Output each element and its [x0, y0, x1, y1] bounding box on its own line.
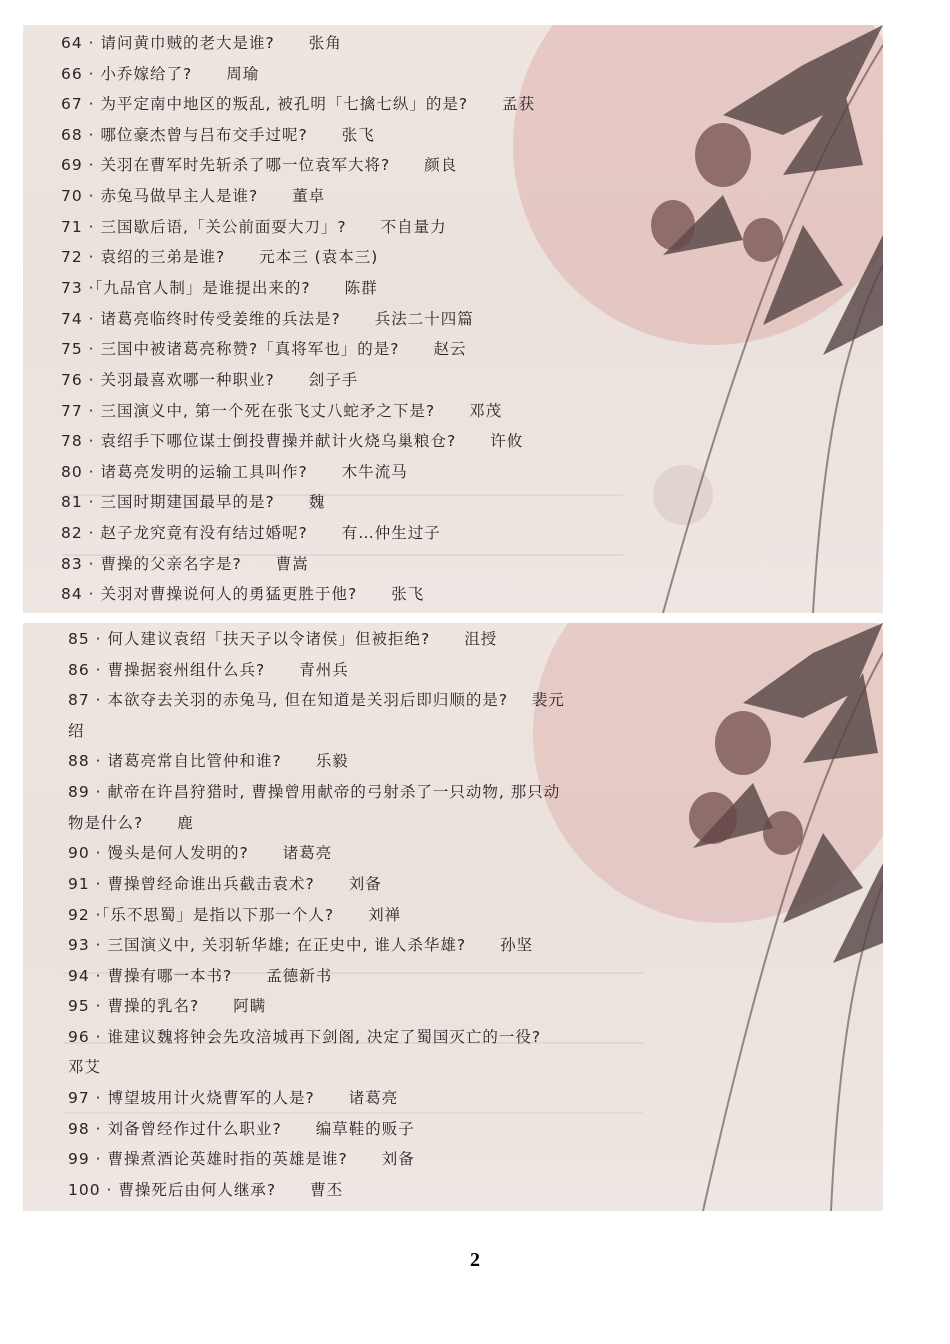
- qa-86: 86 · 曹操据衮州组什么兵? 青州兵: [68, 661, 349, 679]
- qa-94: 94 · 曹操有哪一本书? 孟德新书: [68, 967, 333, 985]
- qa-68: 68 · 哪位豪杰曾与吕布交手过呢? 张飞: [61, 126, 375, 144]
- quiz-image-panel-2: [23, 623, 883, 1211]
- qa-69: 69 · 关羽在曹军时先斩杀了哪一位袁军大将? 颜良: [61, 156, 458, 174]
- quiz-image-panel-1: [23, 25, 883, 613]
- qa-97: 97 · 博望坡用计火烧曹军的人是? 诸葛亮: [68, 1089, 399, 1107]
- qa-83: 83 · 曹操的父亲名字是? 曹嵩: [61, 555, 309, 573]
- qa-87-line2: 绍: [68, 722, 85, 740]
- qa-72: 72 · 袁绍的三弟是谁? 元本三 (袁本三): [61, 248, 379, 266]
- qa-98: 98 · 刘备曾经作过什么职业? 编草鞋的贩子: [68, 1120, 415, 1138]
- qa-84: 84 · 关羽对曹操说何人的勇猛更胜于他? 张飞: [61, 585, 425, 603]
- qa-64: 64 · 请问黄巾贼的老大是谁? 张角: [61, 34, 342, 52]
- qa-91: 91 · 曹操曾经命谁出兵截击袁术? 刘备: [68, 875, 382, 893]
- qa-95: 95 · 曹操的乳名? 阿瞒: [68, 997, 267, 1015]
- qa-74: 74 · 诸葛亮临终时传受姜维的兵法是? 兵法二十四篇: [61, 310, 474, 328]
- qa-92: 92 ·「乐不思蜀」是指以下那一个人? 刘禅: [68, 906, 402, 924]
- qa-80: 80 · 诸葛亮发明的运输工具叫作? 木牛流马: [61, 463, 408, 481]
- qa-90: 90 · 馒头是何人发明的? 诸葛亮: [68, 844, 333, 862]
- qa-93: 93 · 三国演义中, 关羽斩华雄; 在正史中, 谁人杀华雄? 孙坚: [68, 936, 534, 954]
- qa-89-line1: 89 · 献帝在许昌狩猎时, 曹操曾用献帝的弓射杀了一只动物, 那只动: [68, 783, 561, 801]
- qa-67: 67 · 为平定南中地区的叛乱, 被孔明「七擒七纵」的是? 孟获: [61, 95, 536, 113]
- qa-100: 100 · 曹操死后由何人继承? 曹丕: [68, 1181, 344, 1199]
- qa-99: 99 · 曹操煮酒论英雄时指的英雄是谁? 刘备: [68, 1150, 415, 1168]
- qa-78: 78 · 袁绍手下哪位谋士倒投曹操并献计火烧乌巢粮仓? 许攸: [61, 432, 524, 450]
- qa-75: 75 · 三国中被诸葛亮称赞?「真将军也」的是? 赵云: [61, 340, 467, 358]
- qa-87-line1: 87 · 本欲夺去关羽的赤兔马, 但在知道是关羽后即归顺的是? 裴元: [68, 691, 565, 709]
- qa-76: 76 · 关羽最喜欢哪一种职业? 刽子手: [61, 371, 359, 389]
- qa-89-line2: 物是什么? 鹿: [68, 814, 194, 832]
- qa-96-line1: 96 · 谁建议魏将钟会先攻涪城再下剑阁, 决定了蜀国灭亡的一役?: [68, 1028, 542, 1046]
- qa-96-line2: 邓艾: [68, 1058, 102, 1076]
- qa-82: 82 · 赵子龙究竟有没有结过婚呢? 有…仲生过子: [61, 524, 441, 542]
- qa-70: 70 · 赤兔马做早主人是谁? 董卓: [61, 187, 326, 205]
- qa-85: 85 · 何人建议袁绍「扶天子以令诸侯」但被拒绝? 沮授: [68, 630, 498, 648]
- qa-77: 77 · 三国演义中, 第一个死在张飞丈八蛇矛之下是? 邓茂: [61, 402, 503, 420]
- qa-71: 71 · 三国歇后语,「关公前面耍大刀」? 不自量力: [61, 218, 447, 236]
- qa-81: 81 · 三国时期建国最早的是? 魏: [61, 493, 326, 511]
- page-number: 2: [470, 1249, 480, 1271]
- qa-88: 88 · 诸葛亮常自比管仲和谁? 乐毅: [68, 752, 349, 770]
- qa-73: 73 ·「九品官人制」是谁提出来的? 陈群: [61, 279, 378, 297]
- qa-66: 66 · 小乔嫁给了? 周瑜: [61, 65, 260, 83]
